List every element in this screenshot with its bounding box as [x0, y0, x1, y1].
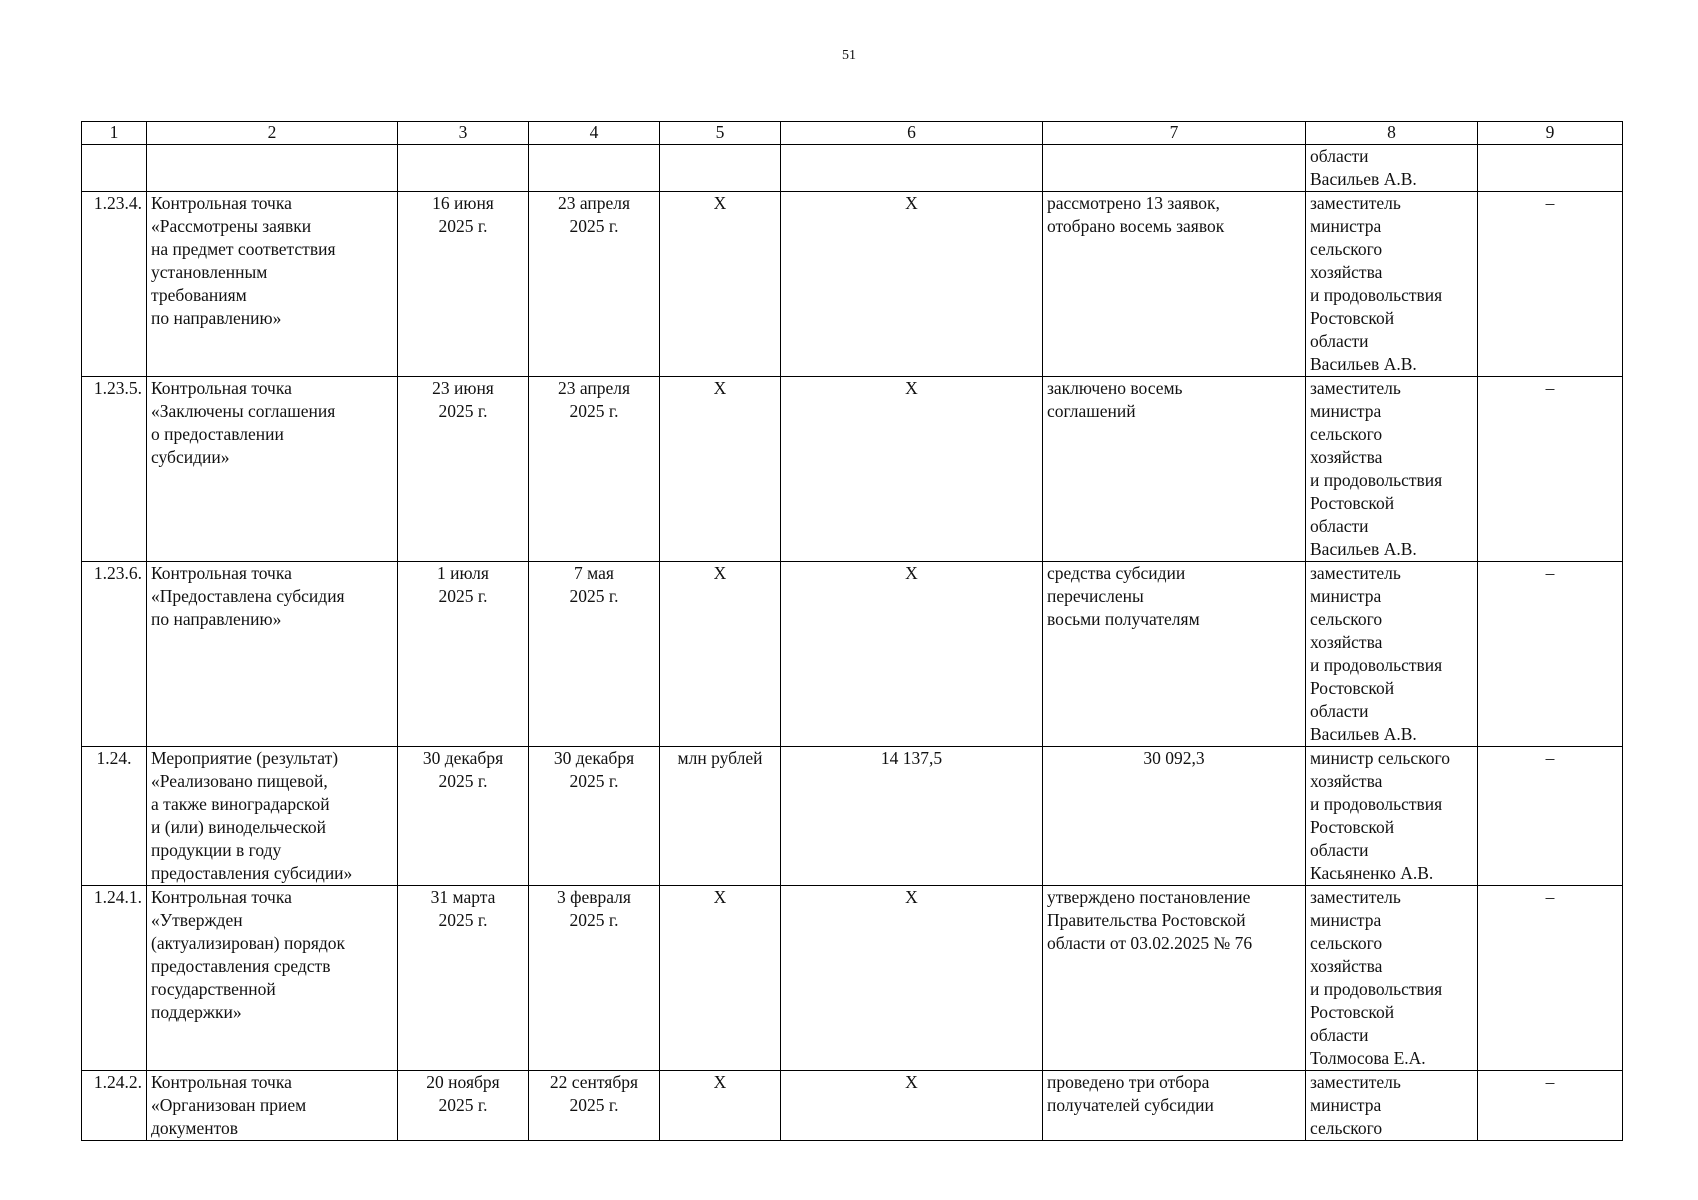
cell-note: –: [1478, 1071, 1623, 1141]
cell-unit: Х: [660, 1071, 781, 1141]
report-table: [81, 121, 1623, 1141]
column-header-7: 7: [1043, 122, 1306, 145]
cell-fact-value: заключено восемь соглашений: [1043, 377, 1306, 562]
cell-responsible: заместитель министра сельского хозяйства и продовольствия Ростовской области Васильев А.В.: [1306, 377, 1478, 562]
cell-plan-date: 23 июня 2025 г.: [398, 377, 529, 562]
column-header-2: 2: [147, 122, 398, 145]
cell-fact-date: 30 декабря 2025 г.: [529, 747, 660, 886]
cell-fact-value: средства субсидии перечислены восьми получателям: [1043, 562, 1306, 747]
header-row: [82, 122, 1623, 145]
cell-responsible: министр сельского хозяйства и продовольствия Ростовской области Касьяненко А.В.: [1306, 747, 1478, 886]
cell-num: 1.23.6.: [82, 562, 147, 747]
cell-name: Контрольная точка «Организован прием документов: [147, 1071, 398, 1141]
cell-responsible: заместитель министра сельского: [1306, 1071, 1478, 1141]
column-header-9: 9: [1478, 122, 1623, 145]
cell-fact-value: рассмотрено 13 заявок, отобрано восемь заявок: [1043, 192, 1306, 377]
cell-note: –: [1478, 886, 1623, 1071]
cell-unit: Х: [660, 886, 781, 1071]
table-row: [82, 192, 1623, 377]
cell-fact-date: [529, 145, 660, 192]
cell-plan-value: Х: [781, 886, 1043, 1071]
column-header-8: 8: [1306, 122, 1478, 145]
cell-responsible: заместитель министра сельского хозяйства и продовольствия Ростовской области Васильев А.В.: [1306, 192, 1478, 377]
cell-fact-date: 3 февраля 2025 г.: [529, 886, 660, 1071]
cell-plan-value: 14 137,5: [781, 747, 1043, 886]
cell-responsible: области Васильев А.В.: [1306, 145, 1478, 192]
cell-name: Контрольная точка «Утвержден (актуализирован) порядок предоставления средств государственной поддержки»: [147, 886, 398, 1071]
cell-name: Контрольная точка «Предоставлена субсидия по направлению»: [147, 562, 398, 747]
cell-plan-date: [398, 145, 529, 192]
cell-plan-value: Х: [781, 377, 1043, 562]
cell-note: –: [1478, 747, 1623, 886]
cell-fact-date: 22 сентября 2025 г.: [529, 1071, 660, 1141]
table-row: [82, 377, 1623, 562]
cell-name: Контрольная точка «Рассмотрены заявки на предмет соответствия установленным требованиям по направлению»: [147, 192, 398, 377]
table-row: [82, 1071, 1623, 1141]
cell-unit: Х: [660, 562, 781, 747]
cell-plan-value: Х: [781, 562, 1043, 747]
cell-plan-value: [781, 145, 1043, 192]
cell-fact-value: 30 092,3: [1043, 747, 1306, 886]
table-row: [82, 145, 1623, 192]
table-row: [82, 886, 1623, 1071]
cell-unit: Х: [660, 192, 781, 377]
cell-unit: Х: [660, 377, 781, 562]
page-number: 51: [842, 48, 856, 63]
cell-note: –: [1478, 192, 1623, 377]
cell-unit: [660, 145, 781, 192]
column-header-4: 4: [529, 122, 660, 145]
cell-responsible: заместитель министра сельского хозяйства и продовольствия Ростовской области Васильев А.В.: [1306, 562, 1478, 747]
column-header-6: 6: [781, 122, 1043, 145]
cell-responsible: заместитель министра сельского хозяйства и продовольствия Ростовской области Толмосова Е.А.: [1306, 886, 1478, 1071]
cell-name: Мероприятие (результат) «Реализовано пищевой, а также виноградарской и (или) винодельческой продукции в году предоставления субсидии»: [147, 747, 398, 886]
cell-plan-date: 31 марта 2025 г.: [398, 886, 529, 1071]
table-row: [82, 562, 1623, 747]
cell-note: –: [1478, 377, 1623, 562]
cell-fact-date: 23 апреля 2025 г.: [529, 377, 660, 562]
cell-num: 1.23.4.: [82, 192, 147, 377]
cell-plan-date: 30 декабря 2025 г.: [398, 747, 529, 886]
cell-num: [82, 145, 147, 192]
cell-num: 1.24.: [82, 747, 147, 886]
column-header-3: 3: [398, 122, 529, 145]
cell-name: [147, 145, 398, 192]
cell-note: –: [1478, 562, 1623, 747]
cell-plan-value: Х: [781, 1071, 1043, 1141]
cell-fact-value: утверждено постановление Правительства Ростовской области от 03.02.2025 № 76: [1043, 886, 1306, 1071]
cell-plan-date: 16 июня 2025 г.: [398, 192, 529, 377]
cell-num: 1.24.1.: [82, 886, 147, 1071]
cell-name: Контрольная точка «Заключены соглашения о предоставлении субсидии»: [147, 377, 398, 562]
cell-num: 1.24.2.: [82, 1071, 147, 1141]
cell-fact-value: [1043, 145, 1306, 192]
column-header-5: 5: [660, 122, 781, 145]
cell-note: [1478, 145, 1623, 192]
table-row: [82, 747, 1623, 886]
cell-fact-date: 23 апреля 2025 г.: [529, 192, 660, 377]
column-header-1: 1: [82, 122, 147, 145]
cell-unit: млн рублей: [660, 747, 781, 886]
cell-plan-date: 1 июля 2025 г.: [398, 562, 529, 747]
cell-num: 1.23.5.: [82, 377, 147, 562]
cell-plan-value: Х: [781, 192, 1043, 377]
cell-fact-date: 7 мая 2025 г.: [529, 562, 660, 747]
cell-fact-value: проведено три отбора получателей субсидии: [1043, 1071, 1306, 1141]
cell-plan-date: 20 ноября 2025 г.: [398, 1071, 529, 1141]
